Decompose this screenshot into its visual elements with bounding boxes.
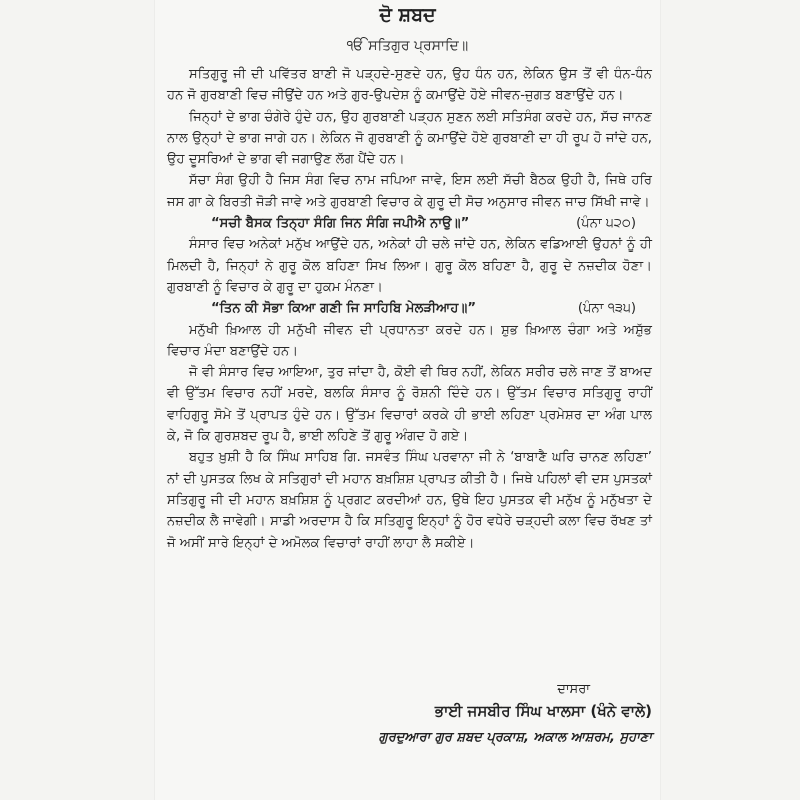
page-title: ਦੋ ਸ਼ਬਦ — [379, 4, 436, 26]
quote-text: “ਤਿਨ ਕੀ ਸੋਭਾ ਕਿਆ ਗਣੀ ਜਿ ਸਾਹਿਬਿ ਮੇਲੜੀਆਹ॥” — [211, 301, 477, 317]
paragraph: ਸੱਚਾ ਸੰਗ ਉਹੀ ਹੈ ਜਿਸ ਸੰਗ ਵਿਚ ਨਾਮ ਜਪਿਆ ਜਾਵੇ, ਇਸ ਲਈ ਸੱਚੀ ਬੈਠਕ ਉਹੀ ਹੈ, ਜਿਥੇ ਹਰਿ ਜਸ ਗਾ ਕੇ ਬਿਰਤੀ ਜੋੜੀ ਜਾਵੇ ਅਤੇ ਗੁਰਬਾਣੀ ਵਿਚਾਰ ਕੇ ਗੁਰੂ ਦੀ ਸੋਚ ਅਨੁਸਾਰ ਜੀਵਨ ਜਾਚ ਸਿੱਖੀ ਜਾਵੇ। — [167, 173, 652, 210]
signature-place: ਗੁਰਦੁਆਰਾ ਗੁਰ ਸ਼ਬਦ ਪ੍ਰਕਾਸ਼, ਅਕਾਲ ਆਸ਼ਰਮ, ਸੁਹਾਣਾ — [378, 730, 652, 745]
paragraph: ਜੋ ਵੀ ਸੰਸਾਰ ਵਿਚ ਆਇਆ, ਤੁਰ ਜਾਂਦਾ ਹੈ, ਕੋਈ ਵੀ ਥਿਰ ਨਹੀਂ, ਲੇਕਿਨ ਸਰੀਰ ਚਲੇ ਜਾਣ ਤੋਂ ਬਾਅਦ ਵੀ ਉੱਤਮ ਵਿਚਾਰ ਨਹੀਂ ਮਰਦੇ, ਬਲਕਿ ਸੰਸਾਰ ਨੂੰ ਰੋਸ਼ਨੀ ਦਿੰਦੇ ਹਨ। ਉੱਤਮ ਵਿਚਾਰ ਸਤਿਗੁਰੂ ਰਾਹੀਂ ਵਾਹਿਗੁਰੂ ਸੋਮੇ ਤੋਂ ਪ੍ਰਾਪਤ ਹੁੰਦੇ ਹਨ। ਉੱਤਮ ਵਿਚਾਰਾਂ ਕਰਕੇ ਹੀ ਭਾਈ ਲਹਿਣਾ ਪ੍ਰਮੇਸ਼ਰ ਦਾ ਅੰਗ ਪਾਲ ਕੇ, ਜੋ ਕਿ ਗੁਰਸ਼ਬਦ ਰੂਪ ਹੈ, ਭਾਈ ਲਹਿਣੇ ਤੋਂ ਗੁਰੂ ਅੰਗਦ ਹੋ ਗਏ। — [167, 365, 652, 445]
paragraph: ਸਤਿਗੁਰੂ ਜੀ ਦੀ ਪਵਿੱਤਰ ਬਾਣੀ ਜੋ ਪੜ੍ਹਦੇ-ਸੁਣਦੇ ਹਨ, ਉਹ ਧੰਨ ਹਨ, ਲੇਕਿਨ ਉਸ ਤੋਂ ਵੀ ਧੰਨ-ਧੰਨ ਹਨ ਜੋ ਗੁਰਬਾਣੀ ਵਿਚ ਜੀਉਂਦੇ ਹਨ ਅਤੇ ਗੁਰ-ਉਪਦੇਸ਼ ਨੂੰ ਕਮਾਉਂਦੇ ਹੋਏ ਜੀਵਨ-ਜੁਗਤ ਬਣਾਉਂਦੇ ਹਨ। — [167, 67, 652, 104]
body-text — [167, 64, 652, 554]
paragraph: ਬਹੁਤ ਖ਼ੁਸ਼ੀ ਹੈ ਕਿ ਸਿੰਘ ਸਾਹਿਬ ਗਿ. ਜਸਵੰਤ ਸਿੰਘ ਪਰਵਾਨਾ ਜੀ ਨੇ ‘ਬਾਬਾਣੈ ਘਰਿ ਚਾਨਣ ਲਹਿਣਾ’ ਨਾਂ ਦੀ ਪੁਸਤਕ ਲਿਖ ਕੇ ਸਤਿਗੁਰਾਂ ਦੀ ਮਹਾਨ ਬਖ਼ਸ਼ਿਸ਼ ਪ੍ਰਾਪਤ ਕੀਤੀ ਹੈ। ਜਿਥੇ ਪਹਿਲਾਂ ਵੀ ਦਸ ਪੁਸਤਕਾਂ ਸਤਿਗੁਰੂ ਜੀ ਦੀ ਮਹਾਨ ਬਖ਼ਸ਼ਿਸ਼ ਨੂੰ ਪ੍ਰਗਟ ਕਰਦੀਆਂ ਹਨ, ਉਥੇ ਇਹ ਪੁਸਤਕ ਵੀ ਮਨੁੱਖ ਨੂੰ ਮਨੁੱਖਤਾ ਦੇ ਨਜ਼ਦੀਕ ਲੈ ਜਾਵੇਗੀ। ਸਾਡੀ ਅਰਦਾਸ ਹੈ ਕਿ ਸਤਿਗੁਰੂ ਇਨ੍ਹਾਂ ਨੂੰ ਹੋਰ ਵਧੇਰੇ ਚੜ੍ਹਦੀ ਕਲਾ ਵਿਚ ਰੱਖਣ ਤਾਂ ਜੋ ਅਸੀਂ ਸਾਰੇ ਇਨ੍ਹਾਂ ਦੇ ਅਮੋਲਕ ਵਿਚਾਰਾਂ ਰਾਹੀਂ ਲਾਹਾ ਲੈ ਸਕੀਏ। — [167, 450, 652, 551]
paragraph: ਮਨੁੱਖੀ ਖ਼ਿਆਲ ਹੀ ਮਨੁੱਖੀ ਜੀਵਨ ਦੀ ਪ੍ਰਧਾਨਤਾ ਕਰਦੇ ਹਨ। ਸ਼ੁਭ ਖ਼ਿਆਲ ਚੰਗਾ ਅਤੇ ਅਸ਼ੁੱਭ ਵਿਚਾਰ ਮੰਦਾ ਬਣਾਉਂਦੇ ਹਨ। — [167, 322, 652, 359]
quotation — [167, 298, 652, 319]
quote-text: “ਸਚੀ ਬੈਸਕ ਤਿਨ੍ਹਾ ਸੰਗਿ ਜਿਨ ਸੰਗਿ ਜਪੀਐ ਨਾਉ॥” — [211, 216, 470, 232]
quotation — [167, 213, 652, 234]
signature-label: ਦਾਸਰਾ — [557, 682, 590, 697]
paragraph: ਜਿਨ੍ਹਾਂ ਦੇ ਭਾਗ ਚੰਗੇਰੇ ਹੁੰਦੇ ਹਨ, ਉਹ ਗੁਰਬਾਣੀ ਪੜ੍ਹਨ ਸੁਣਨ ਲਈ ਸਤਿਸੰਗ ਕਰਦੇ ਹਨ, ਸੱਚ ਜਾਨਣ ਨਾਲ ਉਨ੍ਹਾਂ ਦੇ ਭਾਗ ਜਾਗੇ ਹਨ। ਲੇਕਿਨ ਜੋ ਗੁਰਬਾਣੀ ਨੂੰ ਕਮਾਉਂਦੇ ਹੋਏ ਗੁਰਬਾਣੀ ਦਾ ਹੀ ਰੂਪ ਹੋ ਜਾਂਦੇ ਹਨ, ਉਹ ਦੂਸਰਿਆਂ ਦੇ ਭਾਗ ਵੀ ਜਗਾਉਣ ਲੱਗ ਪੈਂਦੇ ਹਨ। — [167, 109, 652, 168]
invocation: ੴ ਸਤਿਗੁਰ ਪ੍ਰਸਾਦਿ॥ — [346, 38, 469, 54]
signature-name: ਭਾਈ ਜਸਬੀਰ ਸਿੰਘ ਖਾਲਸਾ (ਖੰਨੇ ਵਾਲੇ) — [434, 702, 652, 720]
paragraph: ਸੰਸਾਰ ਵਿਚ ਅਨੇਕਾਂ ਮਨੁੱਖ ਆਉਂਦੇ ਹਨ, ਅਨੇਕਾਂ ਹੀ ਚਲੇ ਜਾਂਦੇ ਹਨ, ਲੇਕਿਨ ਵਡਿਆਈ ਉਹਨਾਂ ਨੂੰ ਹੀ ਮਿਲਦੀ ਹੈ, ਜਿਨ੍ਹਾਂ ਨੇ ਗੁਰੂ ਕੋਲ ਬਹਿਣਾ ਸਿਖ ਲਿਆ। ਗੁਰੂ ਕੋਲ ਬਹਿਣਾ ਹੈ, ਗੁਰੂ ਦੇ ਨਜ਼ਦੀਕ ਹੋਣਾ। ਗੁਰਬਾਣੀ ਨੂੰ ਵਿਚਾਰ ਕੇ ਗੁਰੂ ਦਾ ਹੁਕਮ ਮੰਨਣਾ। — [167, 237, 652, 295]
quote-reference: (ਪੰਨਾ ੧੩੫) — [577, 301, 636, 317]
book-page — [155, 0, 660, 800]
quote-reference: (ਪੰਨਾ ੫੨੦) — [576, 216, 636, 232]
